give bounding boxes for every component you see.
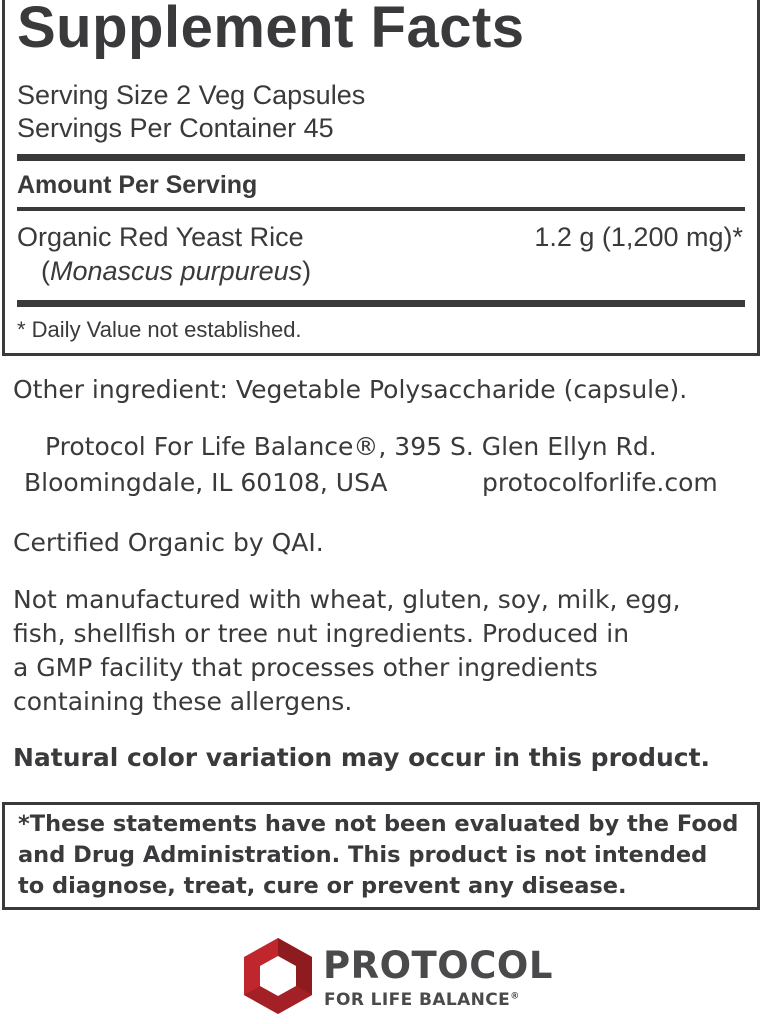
allergen-line: Not manufactured with wheat, gluten, soy, milk, egg, xyxy=(13,585,681,614)
amount-per-serving-header: Amount Per Serving xyxy=(17,171,258,199)
brand-tagline: FOR LIFE BALANCE® xyxy=(324,990,520,1010)
allergen-line: fish, shellfish or tree nut ingredients. Produced in xyxy=(13,619,630,648)
brand-name: PROTOCOL xyxy=(323,944,553,987)
allergen-line: a GMP facility that processes other ingredients xyxy=(13,653,598,682)
thick-divider xyxy=(17,154,745,161)
allergen-line: containing these allergens. xyxy=(13,687,353,716)
latin-name-text: Monascus purpureus xyxy=(50,256,303,286)
serving-size: Serving Size 2 Veg Capsules xyxy=(17,80,366,110)
disclaimer-line: and Drug Administration. This product is not intended xyxy=(18,842,708,868)
certification: Certified Organic by QAI. xyxy=(13,528,324,557)
other-ingredient: Other ingredient: Vegetable Polysaccharide (capsule). xyxy=(13,375,688,404)
color-variation-note: Natural color variation may occur in this product. xyxy=(13,743,711,772)
red-hexagon-logo-icon xyxy=(240,936,316,1016)
address-line: Protocol For Life Balance®, 395 S. Glen Ellyn Rd. xyxy=(45,432,657,461)
fda-disclaimer-box xyxy=(2,802,760,910)
ingredient-name: Organic Red Yeast Rice xyxy=(17,222,304,252)
disclaimer-line: *These statements have not been evaluated by the Food xyxy=(18,811,739,837)
ingredient-latin-name: (Monascus purpureus) xyxy=(41,256,312,286)
facts-title: Supplement Facts xyxy=(17,0,525,60)
divider xyxy=(17,207,745,211)
daily-value-footnote: * Daily Value not established. xyxy=(17,317,302,342)
ingredient-amount: 1.2 g (1,200 mg)* xyxy=(534,222,743,252)
address-city: Bloomingdale, IL 60108, USA xyxy=(24,468,388,497)
thick-divider xyxy=(17,300,745,307)
servings-per-container: Servings Per Container 45 xyxy=(17,113,334,143)
registered-mark: ® xyxy=(510,991,520,1002)
disclaimer-line: to diagnose, treat, cure or prevent any disease. xyxy=(18,873,627,899)
supplement-facts-panel xyxy=(2,0,760,356)
website-link[interactable]: protocolforlife.com xyxy=(482,468,718,497)
